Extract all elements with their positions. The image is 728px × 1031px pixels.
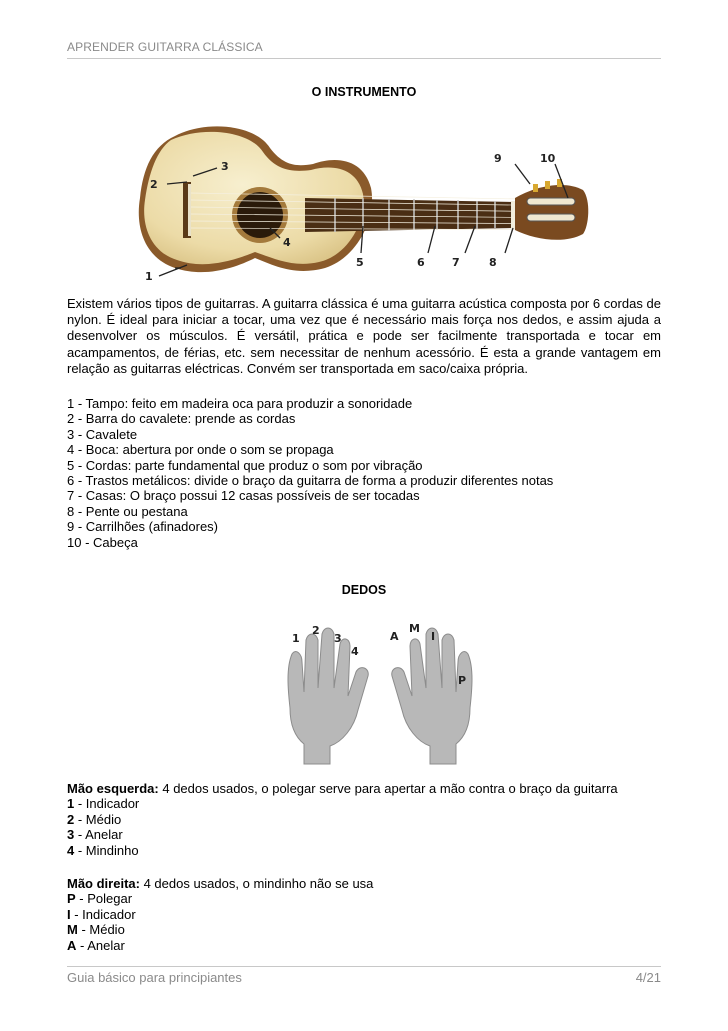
finger-label-4: 4 [351,645,359,658]
left-hand-section [67,781,687,858]
finger-label-1: 1 [292,632,300,645]
list-item: 10 - Cabeça [67,534,138,550]
label-1: 1 [145,270,153,283]
parts-list [67,396,687,550]
list-item: 1 - Indicador [67,796,140,812]
list-item: 6 - Trastos metálicos: divide o braço da guitarra de forma a produzir diferentes notas [67,473,554,489]
list-item: 5 - Cordas: parte fundamental que produz o som por vibração [67,457,423,473]
finger-label-3: 3 [334,632,342,645]
finger-label-a: A [390,630,399,643]
list-item: P - Polegar [67,891,133,907]
right-hand-section [67,876,687,953]
list-item: 3 - Anelar [67,827,123,843]
list-item: 7 - Casas: O braço possui 12 casas possíveis de ser tocadas [67,488,420,504]
guitar-diagram [135,118,595,290]
label-3: 3 [221,160,229,173]
label-7: 7 [452,256,460,269]
list-item: 1 - Tampo: feito em madeira oca para produzir a sonoridade [67,396,413,411]
list-item: 4 - Mindinho [67,842,139,858]
list-item: A - Anelar [67,937,125,953]
right-hand-desc: Mão direita: 4 dedos usados, o mindinho não se usa [67,876,374,891]
list-item: M - Médio [67,922,125,938]
finger-label-2: 2 [312,624,320,637]
instrument-paragraph: Existem vários tipos de guitarras. A guitarra clássica é uma guitarra acústica composta por 6 cordas de nylon. É ideal para iniciar a tocar, uma vez que é necessário mais força nos dedos, e assim ajuda a desenvolver os músculos. É versátil, prática e pode ser facilmente transportada e tocar em acampamentos, de férias, etc. sem necessitar de nenhum acessório. É esta a grande vantagem em relação as guitarras eléctricas. Convém ser transportada em saco/caixa própria. [67,296,661,376]
right-hand [392,628,472,764]
page-header: APRENDER GUITARRA CLÁSSICA [67,40,661,59]
label-10: 10 [540,152,556,165]
label-2: 2 [150,178,158,191]
hands-diagram [280,618,480,766]
label-4: 4 [283,236,291,249]
label-6: 6 [417,256,425,269]
label-9: 9 [494,152,502,165]
page-footer [67,966,661,985]
finger-label-p: P [458,674,467,687]
list-item: 4 - Boca: abertura por onde o som se propaga [67,442,334,458]
list-item: I - Indicador [67,906,136,922]
label-8: 8 [489,256,497,269]
label-5: 5 [356,256,364,269]
page-number: 4/21 [635,970,661,985]
list-item: 2 - Barra do cavalete: prende as cordas [67,411,296,427]
list-item: 3 - Cavalete [67,426,138,442]
list-item: 8 - Pente ou pestana [67,503,188,519]
footer-text: Guia básico para principiantes [67,970,242,985]
left-hand-desc: Mão esquerda: 4 dedos usados, o polegar serve para apertar a mão contra o braço da guitarra [67,781,618,796]
guitar-head [515,179,588,240]
list-item: 2 - Médio [67,811,122,827]
list-item: 9 - Carrilhões (afinadores) [67,519,219,535]
finger-label-m: M [409,622,420,635]
instrument-title: O INSTRUMENTO [311,85,417,99]
finger-label-i: I [431,630,436,643]
fingers-title: DEDOS [341,583,387,597]
